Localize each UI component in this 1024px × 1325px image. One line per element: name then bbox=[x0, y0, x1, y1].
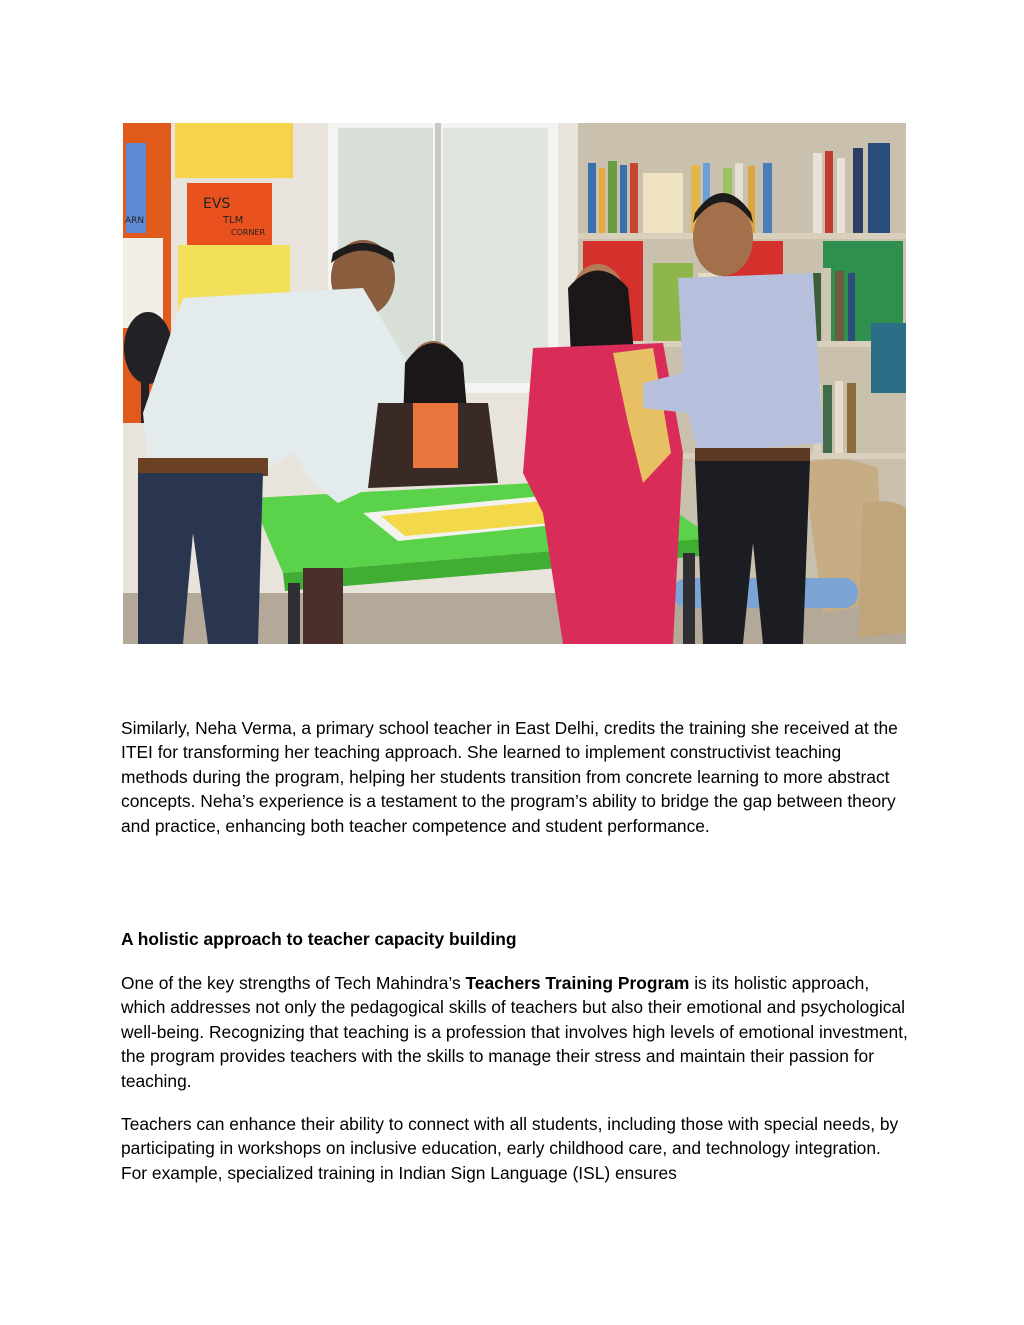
section-heading: A holistic approach to teacher capacity building bbox=[121, 929, 517, 949]
poster-arn-text: ARN bbox=[125, 216, 145, 226]
paragraph2-before: One of the key strengths of Tech Mahindra’s bbox=[121, 973, 466, 993]
poster-corner-text: CORNER bbox=[231, 228, 266, 237]
classroom-photo bbox=[123, 123, 906, 644]
poster-evs-text: EVS bbox=[203, 196, 231, 212]
paragraph-neha-verma: Similarly, Neha Verma, a primary school teacher in East Delhi, credits the training she received at the ITEI for transforming her teaching approach. She learned to implement constructivist teaching methods during the program, helping her students transition from concrete learning to more abstract concepts. Neha’s experience is a testament to the program’s ability to bridge the gap between theory and practice, enhancing both teacher competence and student performance. bbox=[121, 718, 898, 836]
paragraph-inclusive-workshops: Teachers can enhance their ability to connect with all students, including those with special needs, by participating in workshops on inclusive education, early childhood care, and technology integration. For example, specialized training in Indian Sign Language (ISL) ensures bbox=[121, 1114, 899, 1183]
paragraph2-after: is its holistic approach, which addresses not only the pedagogical skills of teachers but also their emotional and psychological well-being. Recognizing that teaching is a profession that involves high levels of emotional investment, the program provides teachers with the skills to manage their stress and maintain their passion for teaching. bbox=[121, 973, 908, 1091]
paragraph-holistic-approach bbox=[121, 971, 911, 1093]
program-name-bold: Teachers Training Program bbox=[465, 973, 690, 993]
poster-tlm-text: TLM bbox=[223, 215, 244, 226]
